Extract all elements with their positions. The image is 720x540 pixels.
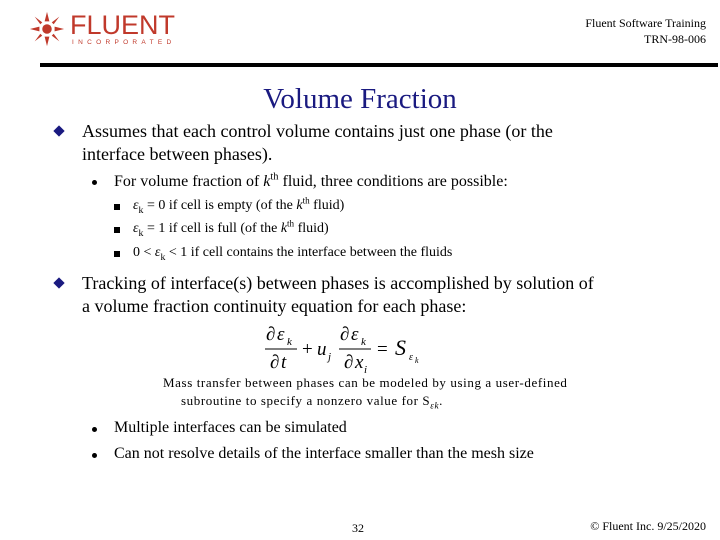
cond2-eps: ε (133, 221, 139, 236)
eq-partial-1: ∂ (266, 324, 276, 345)
training-title: Fluent Software Training (585, 16, 706, 30)
dot-bullet-icon (92, 180, 97, 185)
square-bullet-icon (114, 251, 120, 257)
eq-s-eps: ε (409, 352, 413, 363)
training-label (585, 15, 706, 47)
copyright: © Fluent Inc. 9/25/2020 (590, 519, 706, 533)
eq-x: x (355, 352, 364, 373)
condition-interface (133, 244, 452, 262)
cond2-th: th (287, 218, 295, 229)
note-line2-sub: εk (430, 400, 440, 411)
eq-partial-3: ∂ (340, 324, 350, 345)
cond1-k: k (138, 204, 144, 216)
diamond-bullet-icon (53, 125, 64, 136)
item-cannot-resolve: Can not resolve details of the interface smaller than the mesh size (114, 445, 534, 462)
cond1-text: = 0 if cell is empty (of the (143, 198, 297, 213)
logo-subtitle: INCORPORATED (72, 39, 176, 46)
bullet-tracking (82, 272, 594, 318)
eq-j: j (328, 351, 332, 363)
eq-k-1: k (287, 336, 292, 348)
dot-bullet-icon (92, 453, 97, 458)
condition-empty (133, 197, 344, 215)
eq-eps-2: ε (351, 324, 359, 345)
note-line2-end: . (439, 393, 443, 408)
logo-wordmark: FLUENT (70, 10, 176, 40)
cond3-pre: 0 < (133, 245, 155, 260)
cond3-k: k (160, 251, 166, 263)
diamond-bullet-icon (53, 277, 64, 288)
eq-plus: + (302, 339, 313, 360)
bullet-assumes (82, 120, 553, 166)
cond3-post: < 1 if cell contains the interface between the fluids (165, 245, 453, 260)
note-line2 (163, 392, 568, 410)
note-line1: Mass transfer between phases can be modeled by using a user-defined (163, 375, 568, 390)
eq-partial-2: ∂ (270, 352, 280, 373)
cond1-k2: k (296, 198, 303, 213)
slide-title: Volume Fraction (263, 83, 457, 115)
mass-transfer-note (163, 374, 568, 410)
conditions-post: fluid, three conditions are possible: (278, 173, 508, 190)
bullet-assumes-line1: Assumes that each control volume contains just one phase (or the (82, 121, 553, 141)
square-bullet-icon (114, 227, 120, 233)
header-rule (40, 63, 718, 67)
dot-bullet-icon (92, 427, 97, 432)
eq-s-k: k (415, 356, 419, 365)
cond2-text: = 1 if cell is full (of the (143, 221, 281, 236)
page-number: 32 (352, 521, 364, 535)
bullet-assumes-line2: interface between phases). (82, 144, 273, 164)
cond1-end: fluid) (309, 198, 345, 213)
eq-s: S (395, 335, 406, 360)
cond2-k2: k (280, 221, 288, 236)
cond1-eps: ε (133, 198, 139, 213)
eq-equals: = (377, 339, 388, 360)
bullet-tracking-line2: a volume fraction continuity equation for each phase: (82, 296, 467, 316)
conditions-k: k (263, 173, 271, 190)
continuity-equation (262, 320, 442, 376)
cond2-end: fluid) (294, 221, 329, 236)
sub-bullet-conditions (114, 172, 508, 192)
eq-partial-4: ∂ (344, 352, 354, 373)
eq-eps-1: ε (277, 324, 285, 345)
eq-k-2: k (361, 336, 366, 348)
eq-t: t (281, 352, 287, 373)
conditions-th: th (270, 171, 279, 183)
cond3-eps: ε (154, 245, 161, 260)
item-multiple-interfaces: Multiple interfaces can be simulated (114, 419, 347, 436)
fluent-logo-icon (28, 10, 66, 48)
conditions-pre: For volume fraction of (114, 173, 264, 190)
eq-i: i (364, 364, 368, 376)
note-line2-text: subroutine to specify a nonzero value for S (181, 393, 431, 408)
bullet-tracking-line1: Tracking of interface(s) between phases is accomplished by solution of (82, 273, 594, 293)
square-bullet-icon (114, 204, 120, 210)
training-code: TRN-98-006 (644, 32, 706, 46)
cond1-th: th (302, 195, 310, 206)
cond2-k: k (138, 227, 144, 239)
condition-full (133, 220, 329, 238)
eq-u: u (317, 339, 327, 360)
